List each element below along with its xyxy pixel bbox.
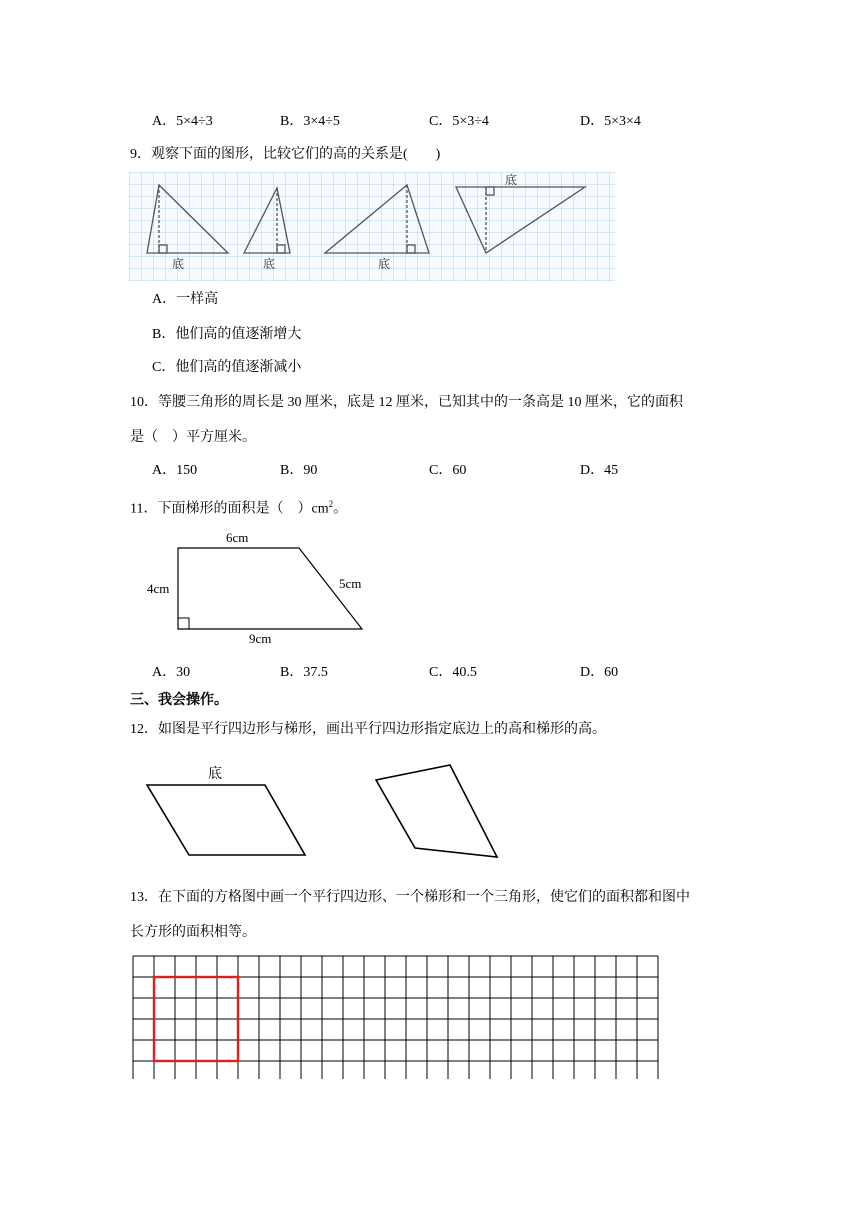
q9-base-label-3: 底: [378, 257, 391, 271]
section-3-title: 三、我会操作。: [130, 693, 228, 708]
q11-trapezoid-figure: [140, 525, 380, 650]
q10-option-b: B．90: [280, 463, 318, 478]
q13-grid[interactable]: [131, 955, 659, 1079]
q9-base-label-2: 底: [263, 257, 276, 271]
q11-option-d: D．60: [580, 665, 619, 680]
q11-bottom-label: 9cm: [249, 631, 272, 646]
q11-option-b: B．37.5: [280, 665, 328, 680]
q11-right-label: 5cm: [339, 576, 362, 591]
q9-option-c: C．他们高的值逐渐减小: [152, 360, 302, 375]
q10-option-c: C．60: [429, 463, 467, 478]
q8-option-b: B．3×4÷5: [280, 114, 340, 129]
q9-figure: [129, 172, 615, 281]
q12-trapezoid: [376, 765, 497, 857]
q9-base-label-1: 底: [172, 257, 185, 271]
q9-option-b: B．他们高的值逐渐增大: [152, 327, 302, 342]
q12-parallelogram: [147, 785, 305, 855]
q10-stem-line1: 10．等腰三角形的周长是 30 厘米，底是 12 厘米，已知其中的一条高是 10 厘米，它的面积: [130, 395, 683, 410]
q9-stem: 9．观察下面的图形，比较它们的高的关系是( ): [130, 147, 441, 162]
q10-option-d: D．45: [580, 463, 619, 478]
q12-figure: [140, 758, 510, 863]
q11-option-c: C．40.5: [429, 665, 477, 680]
q13-stem-line1: 13．在下面的方格图中画一个平行四边形、一个梯形和一个三角形，使它们的面积都和图中: [130, 890, 690, 905]
q11-top-label: 6cm: [226, 530, 249, 545]
q9-option-a: A．一样高: [152, 292, 219, 307]
q12-base-label: 底: [208, 767, 222, 782]
q10-option-a: A．150: [152, 463, 198, 478]
q12-stem: 12．如图是平行四边形与梯形，画出平行四边形指定底边上的高和梯形的高。: [130, 722, 606, 737]
q9-base-label-4: 底: [505, 173, 518, 187]
q8-option-a: A．5×4÷3: [152, 114, 213, 129]
q11-left-label: 4cm: [147, 581, 170, 596]
q10-stem-line2: 是（ ）平方厘米。: [130, 430, 256, 445]
q11-stem: 11．下面梯形的面积是（ ）$cm^2$。: [130, 499, 348, 517]
q8-option-d: D．5×3×4: [580, 114, 641, 129]
q11-option-a: A．30: [152, 665, 191, 680]
q13-stem-line2: 长方形的面积相等。: [130, 925, 256, 940]
q8-option-c: C．5×3÷4: [429, 114, 489, 129]
